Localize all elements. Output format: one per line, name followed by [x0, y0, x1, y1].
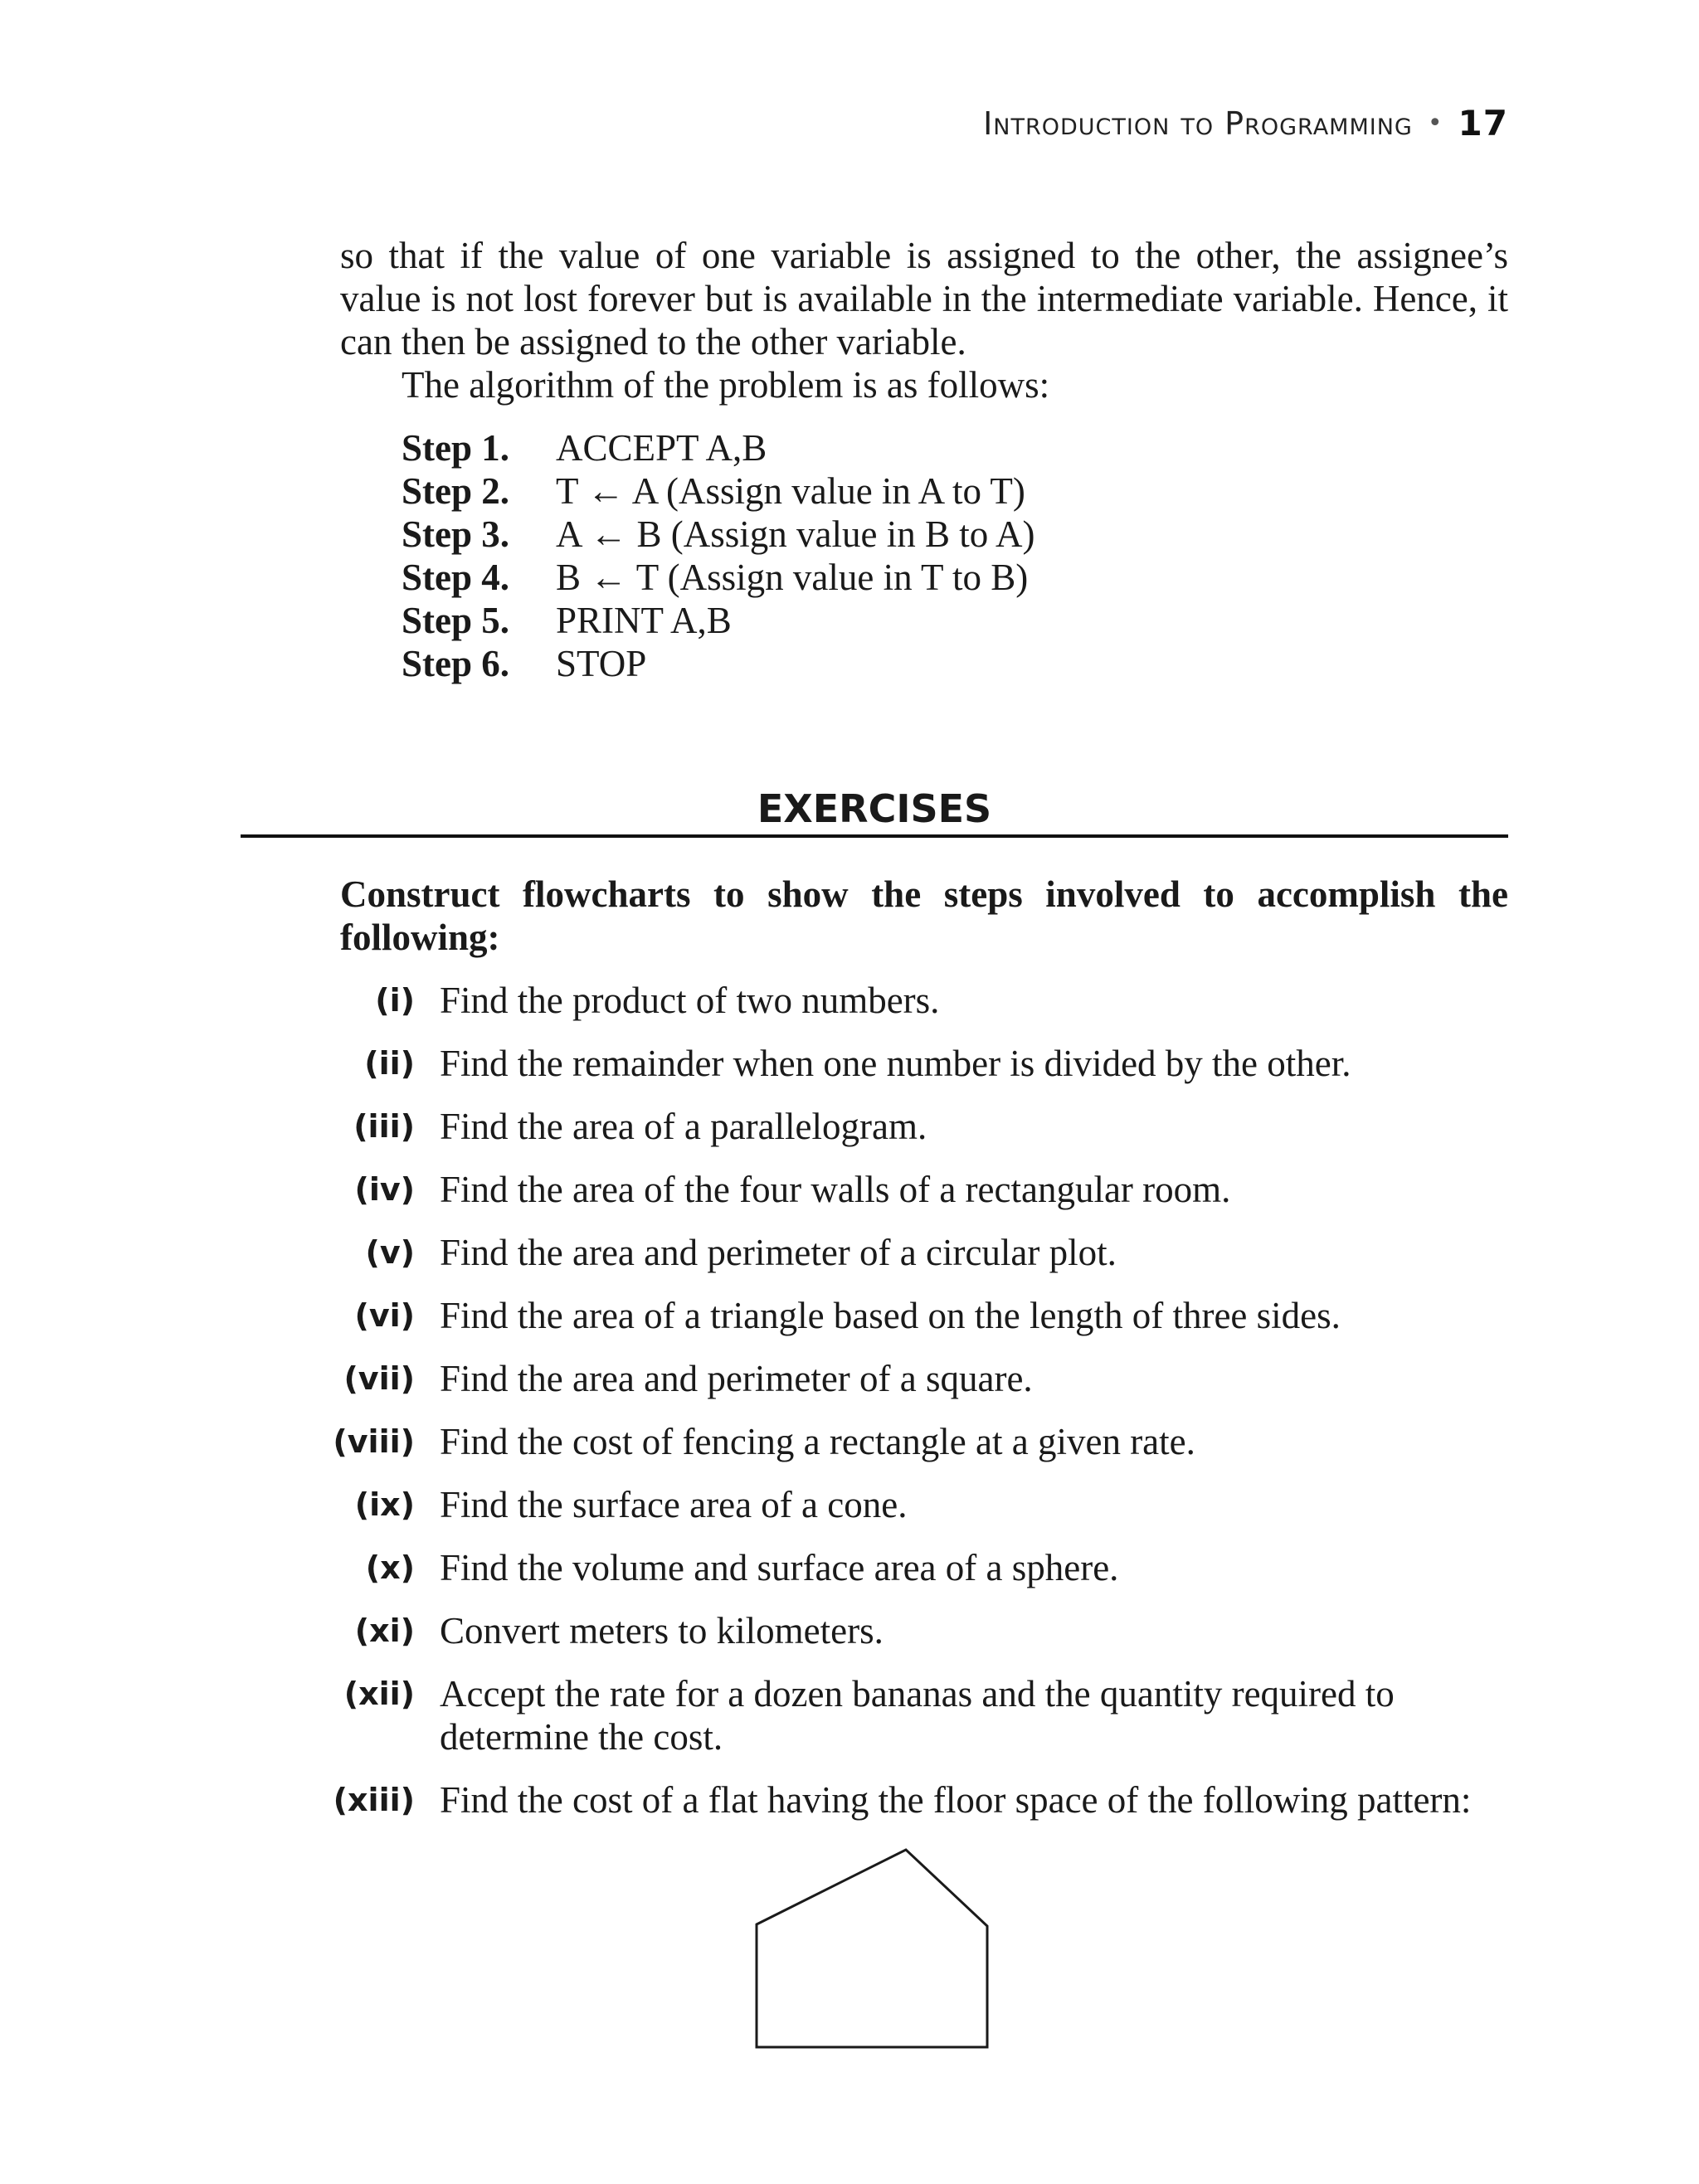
exercise-number: (x) — [365, 1549, 415, 1586]
step-label: Step 1. — [402, 427, 510, 469]
step-text: PRINT A,B — [556, 600, 732, 641]
algorithm-step — [402, 426, 1508, 469]
step-text: T ← A (Assign value in A to T) — [556, 470, 1025, 512]
exercise-text: Find the remainder when one number is divided by the other. — [440, 1043, 1351, 1084]
exercise-number: (viii) — [333, 1423, 415, 1460]
exercise-text: Convert meters to kilometers. — [440, 1610, 884, 1651]
floor-plan-pentagon — [752, 1843, 1000, 2059]
exercise-item — [315, 979, 1508, 1022]
exercises-instructions: Construct flowcharts to show the steps involved to accomplish the following: — [340, 873, 1508, 958]
exercise-text: Find the cost of a flat having the floor space of the following pattern: — [440, 1779, 1472, 1821]
step-label: Step 6. — [402, 643, 510, 684]
exercise-text: Find the product of two numbers. — [440, 980, 940, 1021]
exercise-item — [315, 1672, 1508, 1758]
exercise-item — [315, 1420, 1508, 1463]
exercise-item — [315, 1357, 1508, 1400]
exercise-number: (v) — [365, 1234, 415, 1271]
exercise-number: (vii) — [343, 1360, 415, 1397]
exercise-item — [315, 1294, 1508, 1337]
algorithm-step — [402, 469, 1508, 513]
exercise-number: (i) — [375, 982, 415, 1019]
exercise-text: Find the area of a parallelogram. — [440, 1106, 927, 1147]
exercise-number: (ii) — [364, 1045, 415, 1082]
exercises-rule — [241, 834, 1508, 838]
running-head — [983, 103, 1508, 143]
step-label: Step 2. — [402, 470, 510, 512]
algorithm-step — [402, 642, 1508, 685]
step-text: STOP — [556, 643, 647, 684]
algorithm-step — [402, 513, 1508, 556]
exercise-number: (iv) — [354, 1171, 415, 1208]
exercise-text: Find the area and perimeter of a circular plot. — [440, 1232, 1117, 1273]
exercise-item — [315, 1105, 1508, 1148]
exercise-text: Find the area of a triangle based on the length of three sides. — [440, 1295, 1341, 1336]
exercise-text: Find the area and perimeter of a square. — [440, 1358, 1033, 1399]
step-label: Step 5. — [402, 600, 510, 641]
algorithm-steps — [340, 426, 1508, 685]
exercise-number: (xiii) — [333, 1782, 415, 1818]
exercise-item — [315, 1609, 1508, 1652]
exercise-number: (vi) — [354, 1297, 415, 1334]
exercise-item — [315, 1231, 1508, 1274]
exercise-list — [315, 979, 1508, 1841]
exercise-text: Accept the rate for a dozen bananas and the quantity required to determine the cost. — [440, 1673, 1395, 1758]
step-label: Step 3. — [402, 513, 510, 555]
exercise-item — [315, 1483, 1508, 1526]
exercise-text: Find the surface area of a cone. — [440, 1484, 908, 1525]
intro-paragraph: so that if the value of one variable is assigned to the other, the assignee’s value is not lost forever but is available in the intermediate variable. Hence, it can then be assigned to the other variable. — [340, 235, 1508, 362]
running-head-title: Introduction to Programming — [983, 105, 1413, 142]
exercise-text: Find the area of the four walls of a rectangular room. — [440, 1169, 1231, 1210]
exercises-heading: EXERCISES — [757, 786, 992, 831]
step-label: Step 4. — [402, 557, 510, 598]
algorithm-step — [402, 599, 1508, 642]
exercise-number: (xii) — [343, 1676, 415, 1712]
running-head-bullet: • — [1427, 109, 1443, 138]
exercise-item — [315, 1546, 1508, 1589]
floor-plan-outline — [757, 1850, 987, 2047]
exercise-number: (iii) — [353, 1108, 415, 1145]
exercise-text: Find the volume and surface area of a sphere. — [440, 1547, 1119, 1588]
exercise-item — [315, 1042, 1508, 1085]
step-text: A ← B (Assign value in B to A) — [556, 513, 1035, 555]
algorithm-step — [402, 556, 1508, 599]
step-text: B ← T (Assign value in T to B) — [556, 557, 1029, 598]
exercise-number: (xi) — [354, 1612, 415, 1649]
page-number: 17 — [1458, 103, 1508, 143]
exercise-item — [315, 1168, 1508, 1211]
exercise-number: (ix) — [354, 1486, 415, 1523]
exercise-item — [315, 1778, 1508, 1822]
algorithm-intro: The algorithm of the problem is as follows: — [402, 364, 1050, 406]
body-text — [340, 234, 1508, 685]
step-text: ACCEPT A,B — [556, 427, 767, 469]
exercise-text: Find the cost of fencing a rectangle at a given rate. — [440, 1421, 1195, 1462]
